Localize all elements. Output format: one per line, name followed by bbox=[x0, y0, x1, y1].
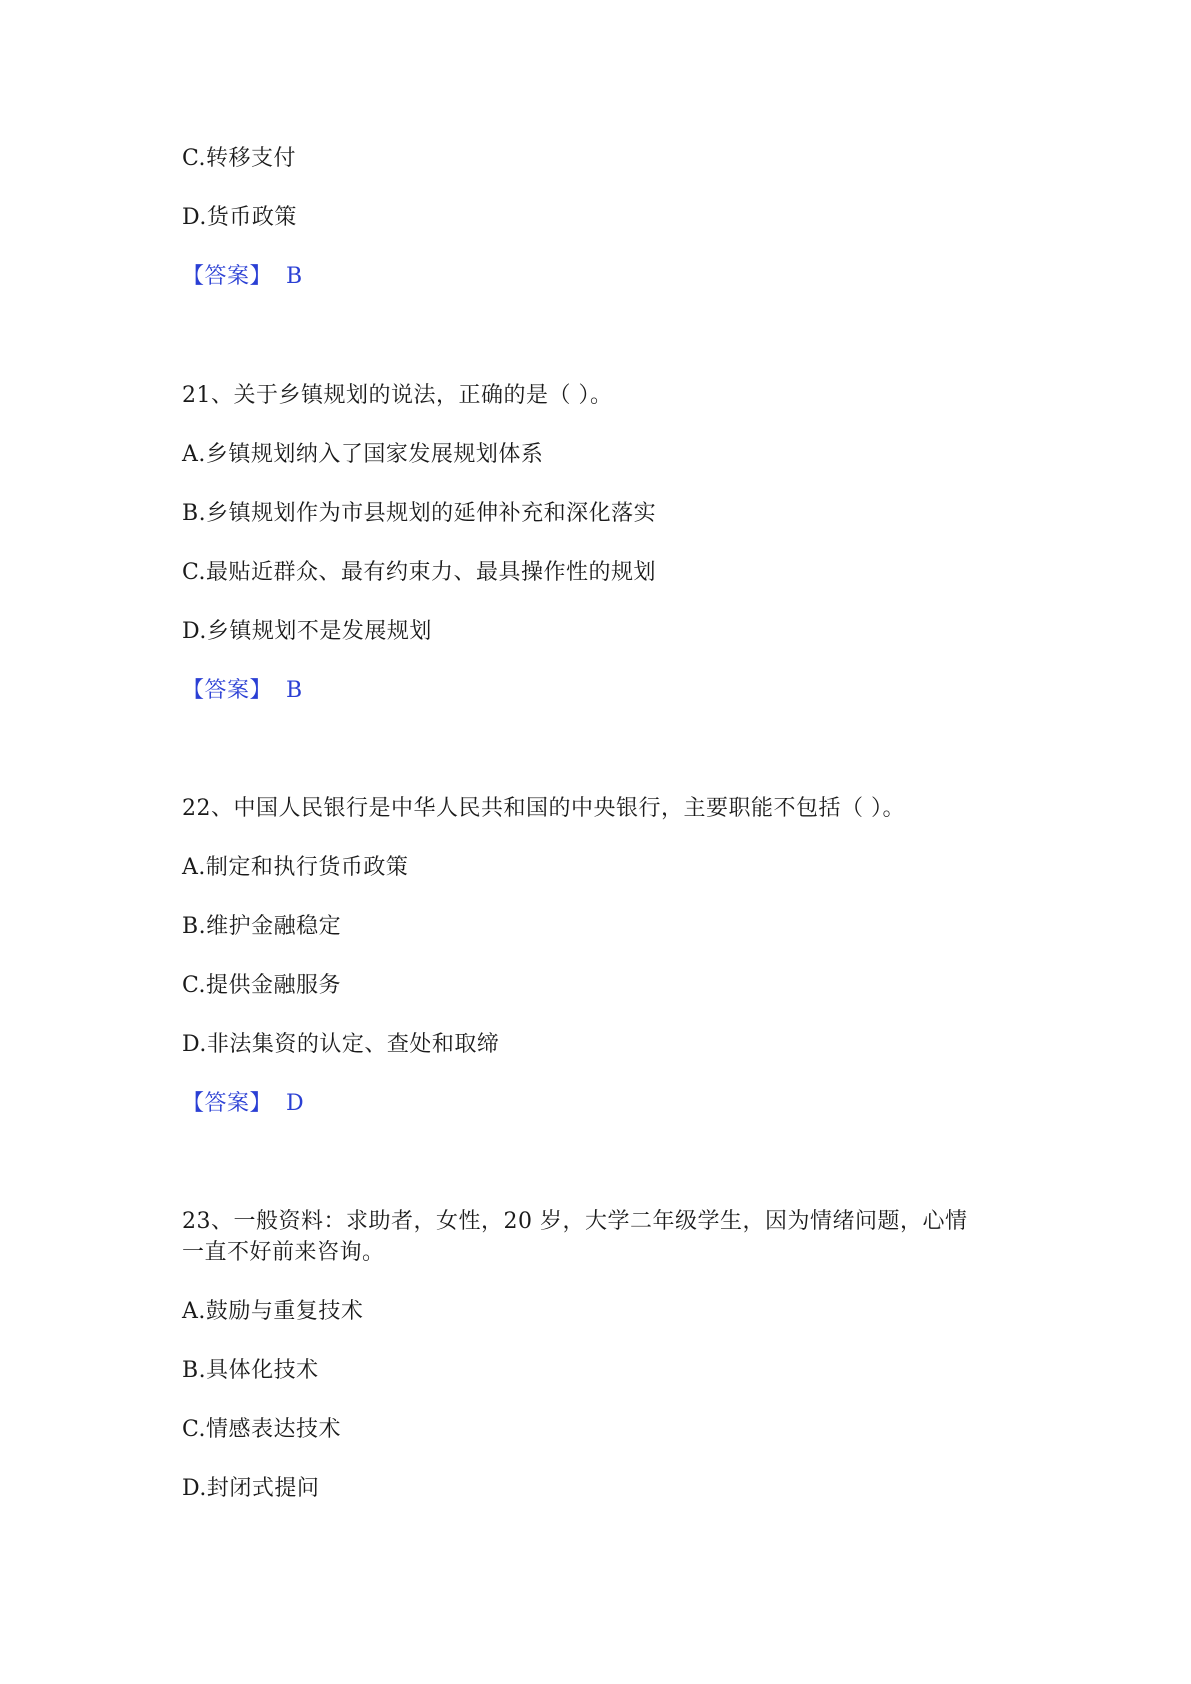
option-d: D.非法集资的认定、查处和取缔 bbox=[182, 1032, 500, 1057]
question-stem-line-2: 一直不好前来咨询。 bbox=[182, 1240, 385, 1265]
question-stem: 22、中国人民银行是中华人民共和国的中央银行，主要职能不包括（ ）。 bbox=[182, 796, 905, 821]
answer-value: B bbox=[286, 678, 303, 703]
option-c: C.提供金融服务 bbox=[182, 973, 342, 998]
option-b: B.维护金融稳定 bbox=[182, 914, 342, 939]
answer-label: 【答案】 bbox=[182, 678, 273, 703]
option-d: D.乡镇规划不是发展规划 bbox=[182, 619, 432, 644]
answer-value: B bbox=[286, 264, 303, 289]
answer-label: 【答案】 bbox=[182, 264, 273, 289]
option-a: A.鼓励与重复技术 bbox=[182, 1299, 364, 1324]
answer-label: 【答案】 bbox=[182, 1091, 273, 1116]
answer-line bbox=[182, 262, 303, 292]
answer-value: D bbox=[286, 1091, 305, 1116]
option-b: B.乡镇规划作为市县规划的延伸补充和深化落实 bbox=[182, 501, 657, 526]
answer-line bbox=[182, 676, 303, 706]
option-c: C.转移支付 bbox=[182, 146, 297, 171]
option-a: A.乡镇规划纳入了国家发展规划体系 bbox=[182, 442, 544, 467]
answer-line bbox=[182, 1089, 304, 1119]
option-c: C.最贴近群众、最有约束力、最具操作性的规划 bbox=[182, 560, 657, 585]
option-c: C.情感表达技术 bbox=[182, 1417, 342, 1442]
option-d: D.货币政策 bbox=[182, 205, 297, 230]
question-stem-line-1: 23、一般资料：求助者，女性，20 岁，大学二年级学生，因为情绪问题，心情 bbox=[182, 1209, 968, 1234]
option-d: D.封闭式提问 bbox=[182, 1476, 320, 1501]
option-b: B.具体化技术 bbox=[182, 1358, 319, 1383]
question-stem: 21、关于乡镇规划的说法，正确的是（ ）。 bbox=[182, 383, 613, 408]
option-a: A.制定和执行货币政策 bbox=[182, 855, 409, 880]
